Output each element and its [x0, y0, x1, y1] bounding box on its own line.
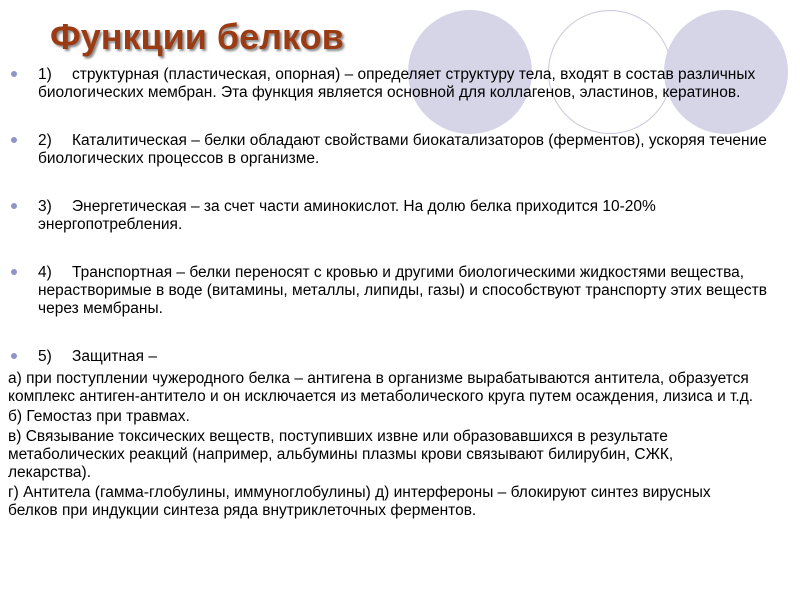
item-text: Защитная – [72, 348, 157, 365]
list-item-4 [0, 264, 800, 318]
sub-item-a: а) при поступлении чужеродного белка – антигена в организме вырабатываются антитела, образуется комплекс антиген-антитело и он исключается из метаболического круга путем осаждения, лизиса и т.д. [8, 370, 754, 405]
bullet-icon [11, 269, 17, 275]
item-text: Энергетическая – за счет части аминокислот. На долю белка приходится 10-20% энергопотребления. [38, 198, 656, 233]
list-item-3 [0, 198, 800, 234]
slide-content [0, 60, 800, 520]
bullet-icon [11, 137, 17, 143]
item-text: Транспортная – белки переносят с кровью и другими биологическими жидкостями вещества, нерастворимые в воде (витамины, металлы, липиды, газы) и способствуют транспорту этих веществ через мембраны. [38, 264, 767, 317]
list-item-1 [0, 66, 800, 102]
item-text: структурная (пластическая, опорная) – определяет структуру тела, входят в состав различных биологических мембран. Эта функция является основной для коллагенов, эластинов, кератинов. [38, 66, 756, 101]
list-item-2 [0, 132, 800, 168]
item-number: 5) [38, 348, 52, 365]
item-number: 4) [38, 264, 52, 281]
bullet-icon [11, 71, 17, 77]
slide-title: Функции белков [50, 16, 344, 57]
item-text: Каталитическая – белки обладают свойствами биокатализаторов (ферментов), ускоряя течение биологических процессов в организме. [38, 132, 767, 167]
item-number: 2) [38, 132, 52, 149]
sub-item-b: б) Гемостаз при травмах. [8, 408, 190, 425]
item-number: 3) [38, 198, 52, 215]
sub-item-g: г) Антитела (гамма-глобулины, иммуноглобулины) д) интерфероны – блокируют синтез вирусных белков при индукции синтеза ряда внутриклеточных ферментов. [8, 484, 711, 519]
bullet-icon [11, 353, 17, 359]
item-number: 1) [38, 66, 52, 83]
bullet-icon [11, 203, 17, 209]
sub-item-v: в) Связывание токсических веществ, поступивших извне или образовавшихся в результате метаболических реакций (например, альбумины плазмы крови связывают билирубин, СЖК, лекарства). [8, 428, 674, 481]
list-item-5 [0, 348, 800, 366]
